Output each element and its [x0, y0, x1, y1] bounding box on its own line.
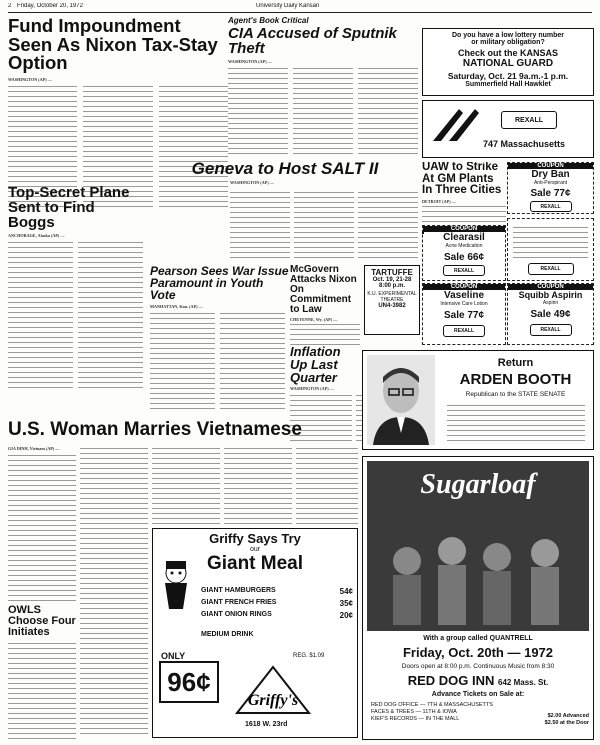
- article-sputnik: [228, 17, 420, 157]
- coupon-price: Sale 77¢: [443, 310, 485, 321]
- svg-text:Sugarloaf: Sugarloaf: [420, 469, 536, 500]
- dateline-uaw: DETROIT (AP) —: [422, 198, 456, 204]
- tartuffe-time: 8:00 p.m.: [378, 283, 405, 289]
- tartuffe-venue: K.U. EXPERIMENTAL THEATRE: [367, 291, 417, 303]
- booth-name: ARDEN BOOTH: [459, 371, 572, 388]
- body-text: [293, 66, 353, 157]
- candidate-portrait-icon: [367, 355, 435, 445]
- sugarloaf-adv-price: $2.00 Advanced: [547, 713, 589, 719]
- coupon-product: Clearasil: [443, 232, 485, 243]
- booth-fineprint: [447, 403, 585, 443]
- headline-pearson: Pearson Sees War Issue Paramount in Youth Vote: [150, 265, 289, 302]
- svg-text:Griffy's: Griffy's: [247, 692, 299, 709]
- masthead: [8, 3, 592, 12]
- griffy-price: 96¢: [159, 661, 219, 703]
- band-photo: [367, 461, 589, 631]
- body-text: [78, 240, 143, 390]
- coupon-aspirin: [507, 283, 594, 345]
- coupon-product: Vaseline: [443, 290, 485, 301]
- griffy-big: Giant Meal: [206, 553, 304, 574]
- article-owls: [8, 605, 78, 740]
- body-text: [294, 190, 354, 260]
- dateline-geneva: WASHINGTON (AP) —: [230, 180, 274, 185]
- headline-fund: Fund Impoundment Seen As Nixon Tax-Stay Option: [8, 17, 218, 73]
- guard-line4: NATIONAL GUARD: [462, 58, 554, 69]
- coupon-brand: REXALL: [443, 265, 485, 276]
- rexall-brand: REXALL: [501, 111, 557, 129]
- ad-griffy: [152, 528, 358, 738]
- griffy-logo-icon: [233, 663, 313, 718]
- sugarloaf-outlet: RED DOG OFFICE — 7TH & MASSACHUSETTS: [371, 702, 493, 708]
- tartuffe-dates: Oct. 19, 21-28: [372, 277, 412, 283]
- griffy-item-price: 35¢: [339, 599, 353, 608]
- body-text: [80, 446, 148, 736]
- sugarloaf-venue-line: [367, 673, 589, 688]
- sugarloaf-doors: Doors open at 8:00 p.m. Continuous Music from 8:30: [401, 663, 555, 670]
- article-topsecret: [8, 185, 144, 405]
- coupon-product: Dry Ban: [531, 169, 570, 180]
- sugarloaf-with: With a group called QUANTRELL: [423, 635, 533, 642]
- griffy-reg: REG. $1.09: [293, 653, 325, 659]
- dateline-pearson: MANHATTAN, Kan. (AP) —: [150, 304, 203, 309]
- guard-line2: or military obligation?: [471, 39, 545, 46]
- issue-date: Friday, October 20, 1972: [17, 3, 83, 9]
- tartuffe-phone: UN4-3982: [378, 303, 406, 309]
- guard-line1: Do you have a low lottery number: [451, 32, 565, 39]
- sugarloaf-door-price: $2.50 at the Door: [544, 720, 589, 726]
- griffy-item: GIANT ONION RINGS: [201, 611, 272, 618]
- coupon-fineprint: [513, 225, 588, 259]
- body-text: [422, 204, 506, 224]
- sugarloaf-venue: RED DOG INN: [407, 673, 495, 688]
- griffy-sub: our: [249, 546, 261, 553]
- griffy-only: ONLY: [161, 651, 186, 661]
- coupon-brand: REXALL: [528, 263, 574, 275]
- body-text: [290, 322, 360, 345]
- griffy-item: MEDIUM DRINK: [201, 631, 254, 638]
- rexall-address: 747 Massachusetts: [483, 139, 566, 149]
- mascot-icon: [159, 561, 193, 611]
- griffy-address: 1618 W. 23rd: [245, 721, 288, 728]
- body-text: [230, 190, 290, 260]
- coupon-extra: [507, 218, 594, 281]
- booth-party: Republican to the STATE SENATE: [465, 391, 566, 398]
- body-text: [8, 641, 76, 740]
- band-photo-icon: [367, 461, 589, 631]
- coupon-brand: REXALL: [530, 201, 572, 212]
- body-text: [224, 446, 292, 526]
- headline-uaw: UAW to Strike At GM Plants In Three Cities: [422, 162, 502, 196]
- ad-tartuffe: [364, 265, 420, 335]
- griffy-item-price: 20¢: [339, 611, 353, 620]
- griffy-item-price: 54¢: [339, 587, 353, 596]
- coupon-price: Sale 77¢: [530, 188, 571, 199]
- coupon-sub: Anti-Perspirant: [533, 180, 568, 186]
- dateline-topsecret: ANCHORAGE, Alaska (AP) —: [8, 233, 65, 238]
- sugarloaf-outlet: FACES & TREES — 11TH & IOWA: [371, 709, 457, 715]
- coupon-label: COUPON: [423, 284, 505, 290]
- dateline-inflation: WASHINGTON (AP) —: [290, 386, 334, 391]
- body-text: [228, 66, 288, 157]
- headline-geneva: Geneva to Host SALT II: [191, 160, 379, 178]
- body-text: [152, 446, 220, 526]
- coupon-vaseline: [422, 283, 506, 345]
- coupon-clearasil: [422, 225, 506, 281]
- body-text: [150, 311, 215, 411]
- coupon-price: Sale 49¢: [530, 309, 571, 320]
- sugarloaf-date: Friday, Oct. 20th — 1972: [402, 645, 554, 660]
- coupon-sub: Intensive Care Lotion: [440, 301, 488, 307]
- headline-inflation: Inflation Up Last Quarter: [290, 345, 341, 385]
- page-number: 2: [8, 3, 12, 9]
- ad-sugarloaf: [362, 456, 594, 740]
- coupon-sub: Aspirin: [542, 300, 559, 306]
- article-pearson: [150, 265, 290, 415]
- dateline-fund: WASHINGTON (AP) —: [8, 76, 52, 82]
- coupon-brand: REXALL: [530, 324, 572, 336]
- coupon-label: COUPON: [508, 163, 593, 169]
- griffy-title: Griffy Says Try: [209, 531, 301, 546]
- tartuffe-title: TARTUFFE: [371, 268, 413, 277]
- coupon-product: Squibb Aspirin: [518, 290, 583, 300]
- headline-mcgovern: McGovern Attacks Nixon On Commitment to Law: [290, 265, 357, 315]
- body-text: [220, 311, 285, 411]
- article-mcgovern: [290, 265, 362, 345]
- body-text: [358, 190, 418, 260]
- body-text: [358, 66, 418, 157]
- booth-top: Return: [497, 357, 534, 369]
- sugarloaf-outlet: KIEF'S RECORDS — IN THE MALL: [371, 716, 460, 722]
- headline-sputnik: CIA Accused of Sputnik Theft: [228, 25, 397, 57]
- body-text: [8, 453, 76, 603]
- ad-arden-booth: [362, 350, 594, 450]
- sugarloaf-venue-addr: 642 Mass. St.: [498, 678, 549, 687]
- sugarloaf-tickets: Advance Tickets on Sale at:: [431, 691, 525, 698]
- coupon-label: COUPON: [423, 226, 505, 232]
- guard-line3: Check out the KANSAS: [457, 48, 558, 58]
- coupon-price: Sale 66¢: [443, 252, 485, 263]
- dateline-sputnik: WASHINGTON (AP) —: [228, 59, 272, 64]
- guard-line6: Summerfield Hall Hawklet: [465, 81, 551, 88]
- griffy-item: GIANT FRENCH FRIES: [201, 599, 277, 606]
- masthead-rule: [8, 12, 592, 14]
- coupon-label: COUPON: [508, 284, 593, 290]
- paper-name: University Daily Kansan: [256, 3, 320, 9]
- ad-national-guard: [422, 28, 594, 96]
- coupon-dryban: [507, 162, 594, 214]
- kicker-sputnik: Agent's Book Critical: [228, 17, 309, 25]
- coupon-sub: Acne Medication: [445, 243, 483, 249]
- dateline-mcgovern: CHEYENNE, Wy. (AP) —: [290, 317, 338, 322]
- headline-vietnamese: U.S. Woman Marries Vietnamese: [8, 420, 302, 440]
- guard-line5: Saturday, Oct. 21 9a.m.-1 p.m.: [447, 71, 569, 81]
- ad-rexall-top: [422, 100, 594, 158]
- griffy-item: GIANT HAMBURGERS: [201, 587, 276, 594]
- headline-owls: OWLS Choose Four Initiates: [8, 605, 76, 638]
- body-text: [8, 240, 73, 390]
- dateline-vietnamese: GIA DINH, Vietnam (AP) —: [8, 446, 60, 451]
- coupon-brand: REXALL: [443, 325, 485, 337]
- body-text: [296, 446, 358, 526]
- headline-topsecret: Top-Secret Plane Sent to Find Boggs: [8, 185, 130, 231]
